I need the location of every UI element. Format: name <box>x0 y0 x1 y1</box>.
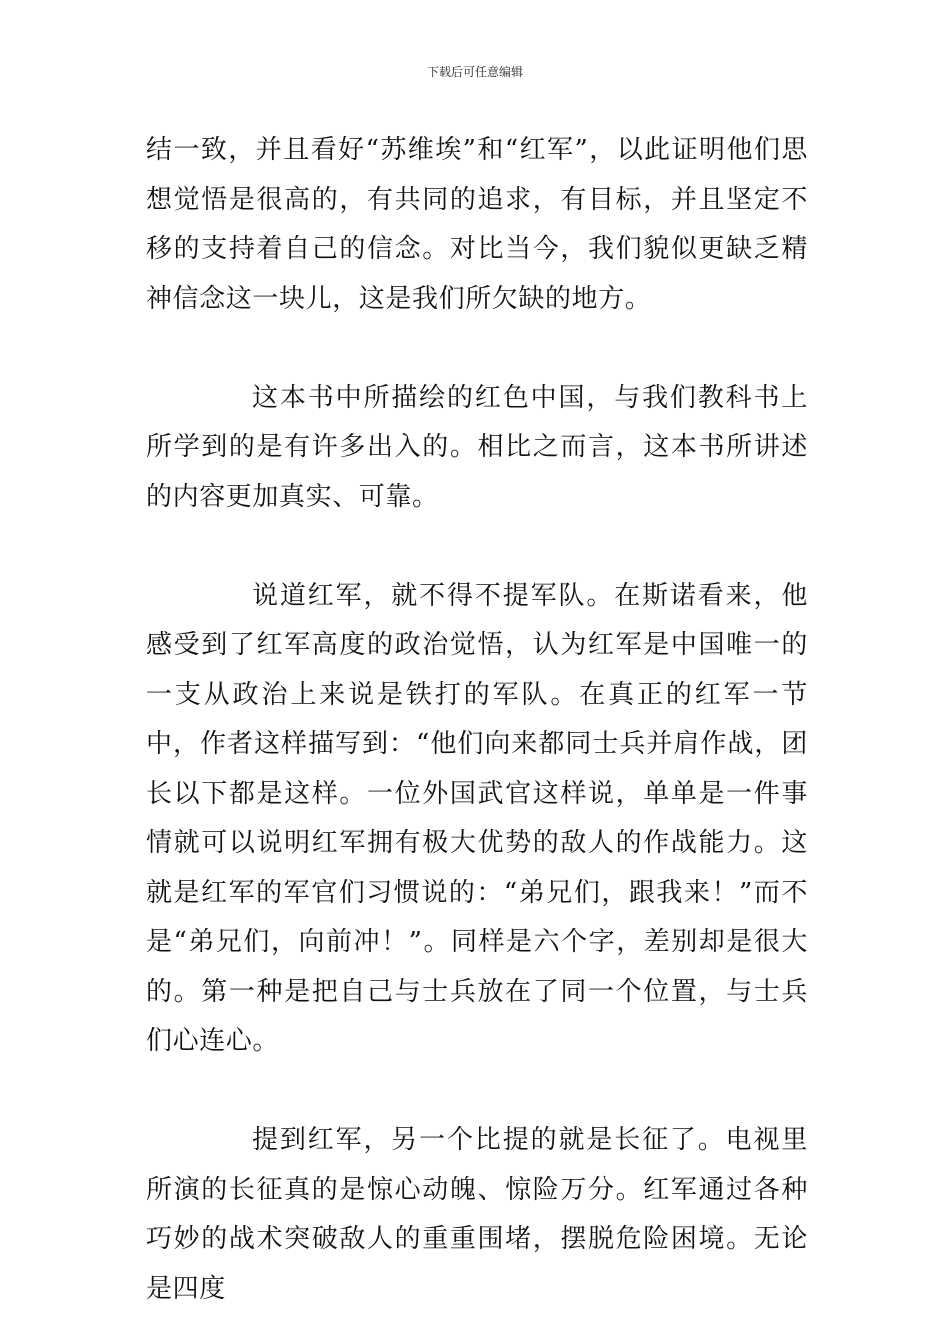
paragraph-red-army: 说道红军，就不得不提军队。在斯诺看来，他感受到了红军高度的政治觉悟，认为红军是中国唯一的一支从政治上来说是铁打的军队。在真正的红军一节中，作者这样描写到：“他们向来都同士兵并肩作战，团长以下都是这样。一位外国武官这样说，单单是一件事情就可以说明红军拥有极大优势的敌人的作战能力。这就是红军的军官们习惯说的：“弟兄们，跟我来！”而不是“弟兄们，向前冲！”。同样是六个字，差别却是很大的。第一种是把自己与士兵放在了同一个位置，与士兵们心连心。 <box>146 580 808 1056</box>
document-body <box>146 126 808 1314</box>
page-header: 下载后可任意编辑 <box>426 65 523 79</box>
paragraph-long-march: 提到红军，另一个比提的就是长征了。电视里所演的长征真的是惊心动魄、惊险万分。红军通过各种巧妙的战术突破敌人的重重围堵，摆脱危险困境。无论是四度 <box>146 1125 808 1304</box>
paragraph-continuation: 结一致，并且看好“苏维埃”和“红军”，以此证明他们思想觉悟是很高的，有共同的追求，有目标，并且坚定不移的支持着自己的信念。对比当今，我们貌似更缺乏精神信念这一块儿，这是我们所欠缺的地方。 <box>146 135 808 314</box>
paragraph-red-china: 这本书中所描绘的红色中国，与我们教科书上所学到的是有许多出入的。相比之而言，这本书所讲述的内容更加真实、可靠。 <box>146 382 808 512</box>
